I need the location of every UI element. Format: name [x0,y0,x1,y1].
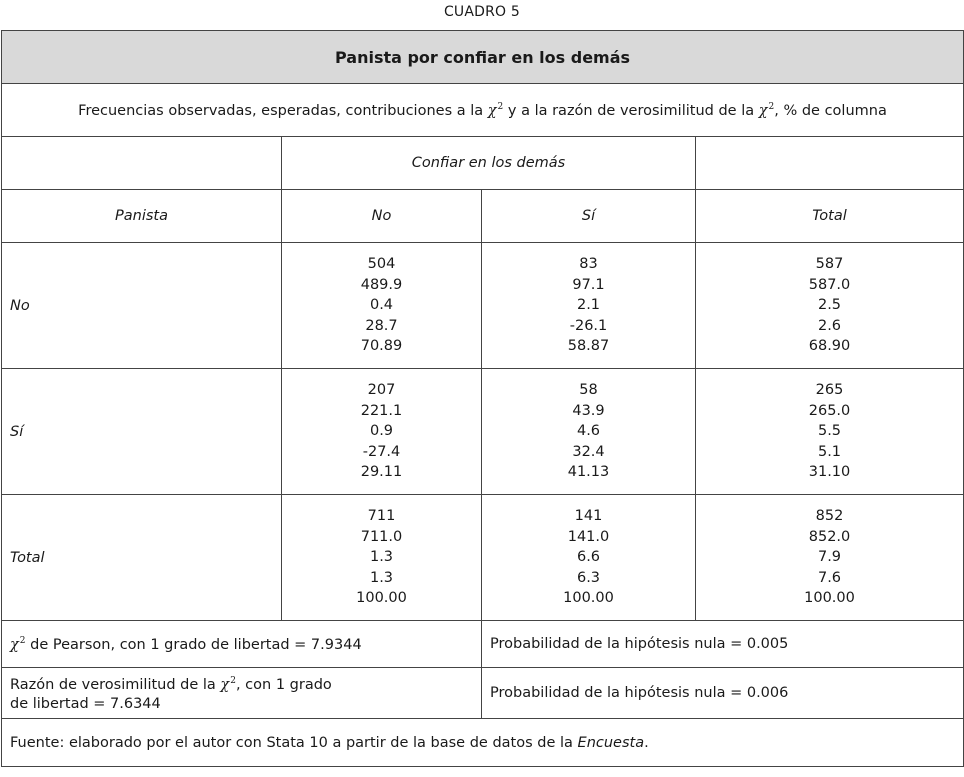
row-variable-header: Panista [2,190,282,243]
column-header-total: Total [696,190,964,243]
source-row [2,719,964,767]
likelihood-ratio-probability: Probabilidad de la hipótesis nula = 0.006 [482,668,964,719]
pearson-row [2,621,964,668]
table-caption: CUADRO 5 [443,4,521,20]
table-title: Panista por confiar en los demás [2,31,964,84]
empty-cell [2,137,282,190]
column-group-label: Confiar en los demás [282,137,696,190]
pearson-probability: Probabilidad de la hipótesis nula = 0.005 [482,621,964,668]
column-header-si: Sí [482,190,696,243]
likelihood-ratio-row [2,668,964,719]
table-subtitle [2,84,964,137]
column-header-no: No [282,190,482,243]
empty-cell [696,137,964,190]
pearson-statistic: $\chi^2$ de Pearson, con 1 grado de libertad = 7.9344 [2,621,482,668]
contingency-table [1,30,964,767]
cell-total-total: 852 852.0 7.9 7.6 100.00 [696,495,964,621]
column-group-row [2,137,964,190]
table-row-total [2,495,964,621]
cell-total-si: 141 141.0 6.6 6.3 100.00 [482,495,696,621]
subtitle-part-3: , % de columna [774,102,887,119]
subtitle-part-1: Frecuencias observadas, esperadas, contribuciones a la [78,102,484,119]
chi-square-symbol: $\chi^2$ [758,101,775,119]
row-label-no: No [2,243,282,369]
chi-square-symbol: $\chi^2$ [10,635,26,653]
chi-square-symbol: $\chi^2$ [220,676,236,693]
cell-si-si: 58 43.9 4.6 32.4 41.13 [482,369,696,495]
cell-si-total: 265 265.0 5.5 5.1 31.10 [696,369,964,495]
cell-total-no: 711 711.0 1.3 1.3 100.00 [282,495,482,621]
likelihood-ratio-statistic: Razón de verosimilitud de la $\chi^2$, con 1 grado de libertad = 7.6344 [2,668,482,719]
table-row-si [2,369,964,495]
cell-no-no: 504 489.9 0.4 28.7 70.89 [282,243,482,369]
cell-no-si: 83 97.1 2.1 -26.1 58.87 [482,243,696,369]
subtitle-part-2: y a la razón de verosimilitud de la [507,102,755,119]
header-row [2,190,964,243]
cell-si-no: 207 221.1 0.9 -27.4 29.11 [282,369,482,495]
subtitle-row [2,84,964,137]
table-row-no [2,243,964,369]
cell-no-total: 587 587.0 2.5 2.6 68.90 [696,243,964,369]
source-note: Fuente: elaborado por el autor con Stata 10 a partir de la base de datos de la Encuesta. [2,719,964,767]
row-label-total: Total [2,495,282,621]
title-row [2,31,964,84]
row-label-si: Sí [2,369,282,495]
chi-square-symbol: $\chi^2$ [487,101,504,119]
